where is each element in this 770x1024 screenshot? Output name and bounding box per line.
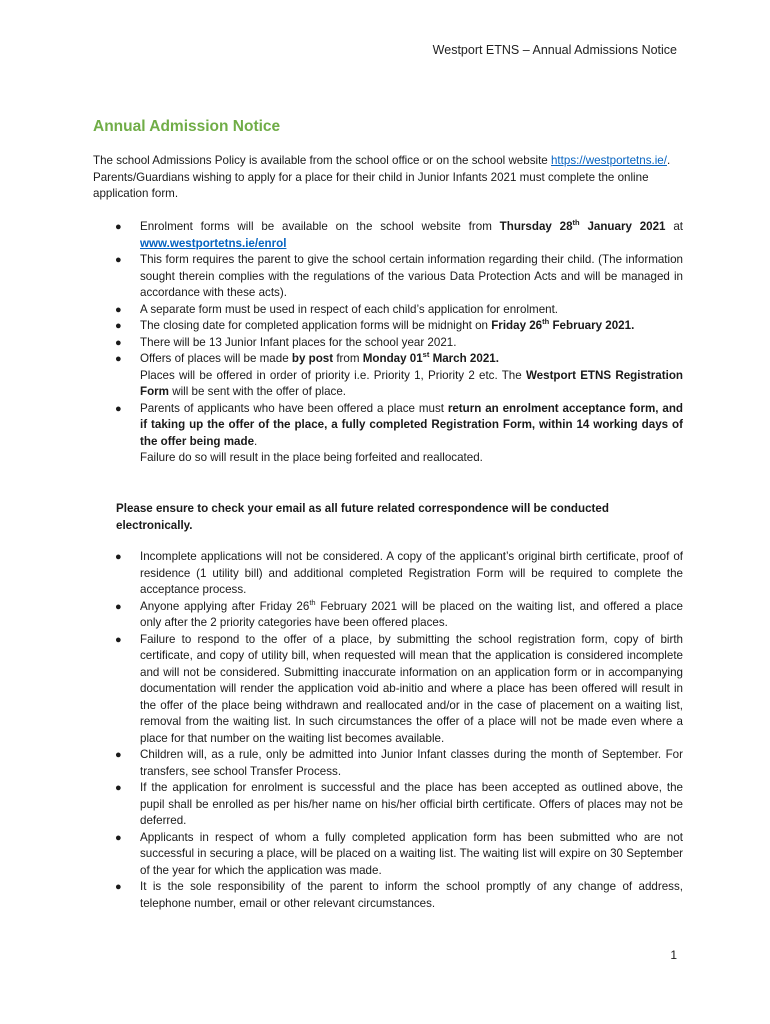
list-item: ● Incomplete applications will not be considered. A copy of the applicant’s original birth certificate, proof of residence (1 utility bill) and additional completed Registration Form will be required to complete the acceptance process.: [115, 550, 683, 596]
intro-text-after: . Parents/Guardians wishing to apply for a place for their child in Junior Infants 2021 must complete the online application form.: [93, 154, 671, 201]
closing-date: Friday 26th February 2021.: [491, 317, 635, 332]
list-item: ● Enrolment forms will be available on the school website from Thursday 28th January 2021 at www.westportetns.ie/enrol: [115, 218, 683, 250]
list-item: ● Offers of places will be made by post from Monday 01st March 2021. Places will be offered in order of priority i.e. Priority 1, Priority 2 etc. The Westport ETNS Registration Form will be sent with the offer of place.: [115, 350, 683, 398]
school-website-link[interactable]: https://westportetns.ie/: [550, 154, 667, 167]
list-item: ● If the application for enrolment is successful and the place has been accepted as outlined above, the pupil shall be enrolled as per his/her name on his/her official birth certificate. Offers of places may not be deferred.: [115, 781, 683, 827]
page-title: Annual Admission Notice: [93, 118, 281, 135]
bullet-icon: ●: [115, 881, 122, 893]
list-item: ● Parents of applicants who have been offered a place must return an enrolment acceptance form, and if taking up the offer of the place, a fully completed Registration Form, within 14 working days of the offer being made. Failure do so will result in the place being forfeited and reallocated.: [115, 401, 683, 464]
list-item: ● This form requires the parent to give the school certain information regarding their child. (The information sought therein complies with the regulations of the various Data Protection Acts and will be managed in accordance with these acts).: [115, 253, 683, 299]
bullet-icon: ●: [115, 254, 122, 266]
enrolment-bullet-list: [93, 219, 683, 467]
bullet-icon: ●: [115, 221, 122, 233]
list-item: ● The closing date for completed application forms will be midnight on Friday 26th February 2021.: [93, 318, 683, 335]
email-notice: Please ensure to check your email as all future related correspondence will be conducted electronically.: [116, 502, 609, 532]
open-date: Thursday 28th January 2021: [499, 218, 666, 233]
list-item: ● A separate form must be used in respect of each child’s application for enrolment.: [93, 302, 683, 319]
bullet-icon: ●: [115, 551, 122, 563]
bullet-icon: ●: [115, 303, 122, 316]
bullet-icon: ●: [115, 749, 122, 761]
list-item: ● Applicants in respect of whom a fully completed application form has been submitted who are not successful in securing a place, will be placed on a waiting list. The waiting list will expire on 30 September of the year for which the application was made.: [115, 830, 683, 877]
bullet-icon: ●: [115, 402, 122, 415]
list-item: ● It is the sole responsibility of the parent to inform the school promptly of any change of address, telephone number, email or other relevant circumstances.: [115, 880, 683, 910]
list-item: ● Children will, as a rule, only be admitted into Junior Infant classes during the month of September. For transfers, see school Transfer Process.: [115, 748, 683, 778]
bullet-icon: ●: [115, 320, 122, 332]
bullet-icon: ●: [115, 831, 122, 844]
list-item: ● Anyone applying after Friday 26th February 2021 will be placed on the waiting list, and offered a place only after the 2 priority categories have been offered places.: [115, 597, 683, 629]
bullet-icon: ●: [115, 353, 122, 365]
bullet-icon: ●: [115, 336, 122, 349]
page-header: Westport ETNS – Annual Admissions Notice: [432, 43, 677, 57]
page-number: 1: [670, 948, 677, 962]
intro-text-before: The school Admissions Policy is available from the school office or on the school website: [93, 154, 551, 167]
list-item: ● Failure to respond to the offer of a place, by submitting the school registration form, copy of birth certificate, and copy of utility bill, when requested will mean that the application is considered incomplete and will not be considered. Submitting inaccurate information on an application form or in accompanying documentation will render the application void ab-initio and where a place has been offered will result in the offer of the place being withdrawn and reallocated and/or in the case of placement on a waiting list, removal from the waiting list. In such circumstances the offer of a place will not be made even where a place for that number on the waiting list becomes available.: [115, 632, 683, 745]
offer-date: Monday 01st March 2021.: [362, 350, 499, 365]
list-item: ● There will be 13 Junior Infant places for the school year 2021.: [93, 335, 683, 352]
conditions-bullet-list: [93, 549, 683, 912]
bullet-icon: ●: [115, 782, 122, 794]
enrol-link[interactable]: www.westportetns.ie/enrol: [140, 236, 287, 250]
intro-paragraph: [93, 153, 683, 203]
bullet-icon: ●: [115, 633, 122, 646]
bullet-icon: ●: [115, 600, 122, 613]
